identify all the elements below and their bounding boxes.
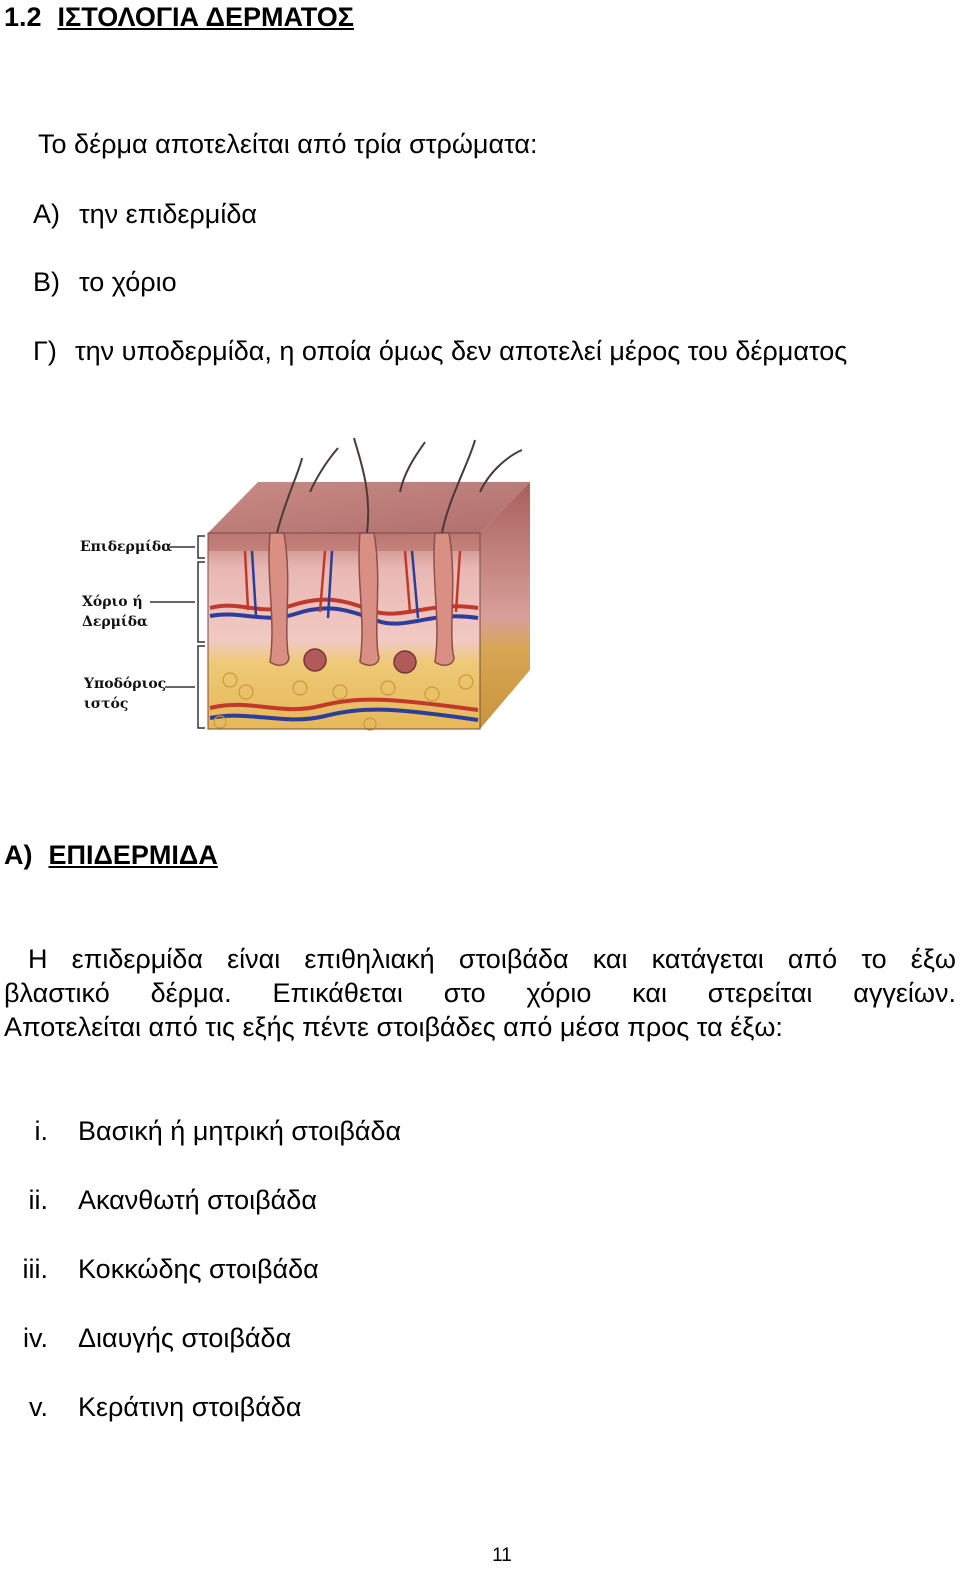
layer-marker: Α) xyxy=(33,199,60,229)
list-text: Βασική ή μητρική στοιβάδα xyxy=(78,1116,402,1146)
list-numeral: v. xyxy=(29,1392,48,1422)
list-text: Διαυγής στοιβάδα xyxy=(78,1323,292,1353)
intro-text: Το δέρμα αποτελείται από τρία στρώματα: xyxy=(38,129,538,159)
section-marker: Α) xyxy=(4,840,33,870)
section-heading xyxy=(4,0,354,34)
heading-number: 1.2 xyxy=(4,2,42,32)
epidermis-heading xyxy=(4,838,218,872)
label-dermis-line2: Δερμίδα xyxy=(82,614,148,630)
list-numeral: ii. xyxy=(28,1185,48,1215)
epidermis-paragraph xyxy=(4,942,956,1044)
skin-cross-section-figure xyxy=(70,430,540,750)
layer-text: την επιδερμίδα xyxy=(79,199,257,229)
page-number: 11 xyxy=(492,1545,512,1566)
layer-item xyxy=(33,197,257,231)
layer-item xyxy=(33,265,177,299)
section-title: ΕΠΙΔΕΡΜΙΔΑ xyxy=(48,840,218,870)
label-hypodermis-line2: ιστός xyxy=(84,696,129,712)
paragraph-line: βλαστικό δέρμα. Επικάθεται στο χόριο και στερείται αγγείων. xyxy=(4,978,956,1008)
layer-text: το χόριο xyxy=(79,267,177,297)
layer-text: την υποδερμίδα, η οποία όμως δεν αποτελεί μέρος του δέρματος xyxy=(75,336,848,366)
label-dermis-line1: Χόριο ή xyxy=(82,594,143,610)
label-epidermis: Επιδερμίδα xyxy=(80,539,172,555)
layer-marker: Γ) xyxy=(33,336,57,366)
label-hypodermis-line1: Υποδόριος xyxy=(84,676,167,692)
layer-marker: Β) xyxy=(33,267,60,297)
list-text: Κεράτινη στοιβάδα xyxy=(78,1392,302,1422)
paragraph-line: Η επιδερμίδα είναι επιθηλιακή στοιβάδα και κατάγεται από το έξω xyxy=(28,944,956,974)
skin-illustration xyxy=(70,430,540,750)
list-numeral: iii. xyxy=(22,1254,48,1284)
heading-title: ΙΣΤΟΛΟΓΙΑ ΔΕΡΜΑΤΟΣ xyxy=(57,2,354,32)
list-numeral: iv. xyxy=(23,1323,48,1353)
list-text: Ακανθωτή στοιβάδα xyxy=(78,1185,317,1215)
list-text: Κοκκώδης στοιβάδα xyxy=(78,1254,319,1284)
layer-item xyxy=(33,334,847,368)
paragraph-line: Αποτελείται από τις εξής πέντε στοιβάδες από μέσα προς τα έξω: xyxy=(4,1012,783,1042)
list-numeral: i. xyxy=(34,1116,48,1146)
